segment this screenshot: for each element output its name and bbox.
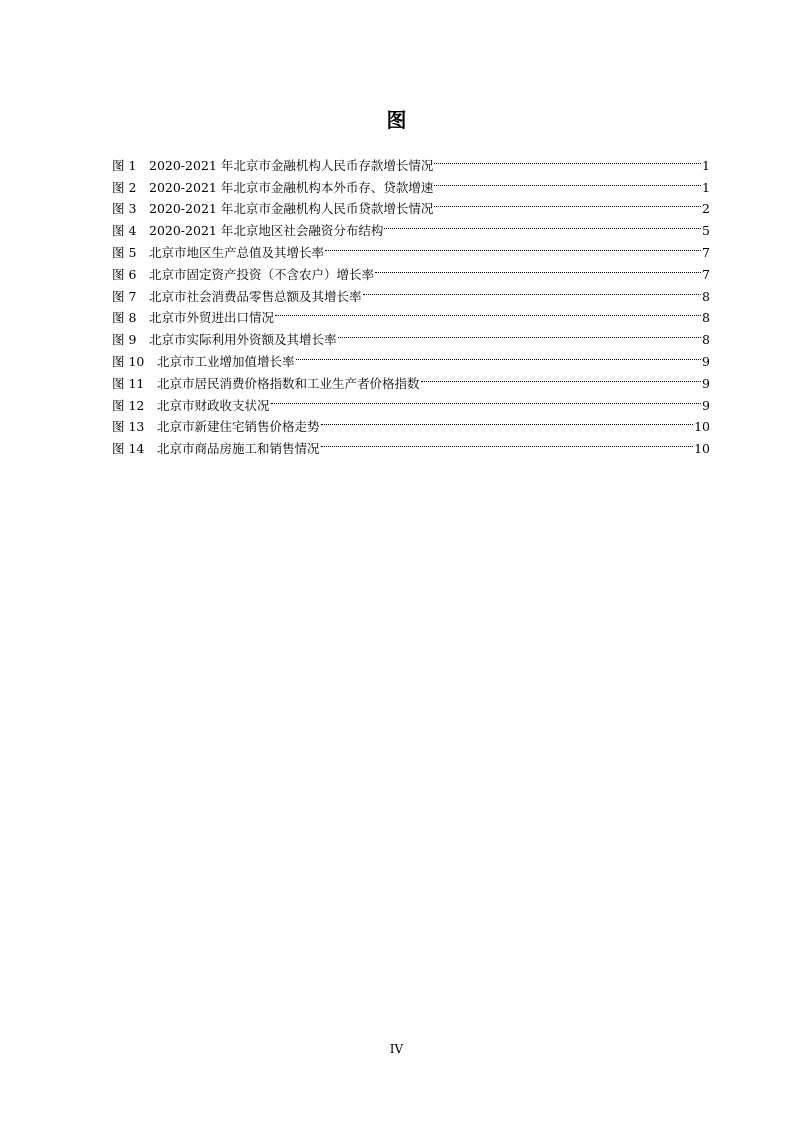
toc-entry-title: 北京市工业增加值增长率	[157, 353, 295, 369]
toc-entry-label: 图 12	[112, 397, 145, 413]
toc-entry-title: 北京市新建住宅销售价格走势	[157, 419, 320, 435]
toc-entry[interactable]	[112, 148, 710, 173]
toc-entry-label: 图 13	[112, 419, 145, 435]
toc-entry-title: 北京市居民消费价格指数和工业生产者价格指数	[157, 375, 420, 391]
toc-leader-dots	[434, 192, 701, 214]
toc-entry-page: 8	[702, 288, 710, 304]
toc-entry-page: 10	[694, 441, 710, 457]
toc-entry-page: 10	[694, 419, 710, 435]
toc-entry-label: 图 14	[112, 441, 145, 457]
toc-leader-dots	[275, 301, 701, 323]
toc-leader-dots	[363, 279, 702, 301]
toc-entry-page: 9	[702, 397, 710, 413]
toc-entry-title: 2020-2021 年北京地区社会融资分布结构	[149, 223, 384, 239]
toc-leader-dots	[384, 213, 701, 235]
toc-leader-dots	[434, 170, 701, 192]
toc-entry-title: 2020-2021 年北京市金融机构本外币存、贷款增速	[149, 179, 434, 195]
toc-entry-label: 图 1	[112, 157, 137, 173]
toc-entry-page: 1	[702, 179, 710, 195]
toc-entry-title: 北京市固定资产投资（不含农户）增长率	[149, 266, 375, 282]
toc-entry-label: 图 8	[112, 310, 137, 326]
toc-leader-dots	[375, 257, 701, 279]
page-number: IV	[389, 1042, 404, 1056]
toc-entry-label: 图 3	[112, 201, 137, 217]
toc-entry-page: 8	[702, 332, 710, 348]
toc-leader-dots	[321, 431, 694, 453]
toc-entry-title: 2020-2021 年北京市金融机构人民币贷款增长情况	[149, 201, 434, 217]
toc-entry-page: 2	[702, 201, 710, 217]
toc-leader-dots	[421, 366, 702, 388]
toc-leader-dots	[325, 235, 701, 257]
toc-entry-label: 图 10	[112, 353, 145, 369]
figure-list	[112, 148, 710, 457]
toc-entry-title: 北京市商品房施工和销售情况	[157, 441, 320, 457]
toc-entry-label: 图 6	[112, 266, 137, 282]
toc-entry-title: 2020-2021 年北京市金融机构人民币存款增长情况	[149, 157, 434, 173]
toc-entry-title: 北京市财政收支状况	[157, 397, 270, 413]
toc-entry-page: 9	[702, 353, 710, 369]
toc-entry-title: 北京市外贸进出口情况	[149, 310, 275, 326]
toc-entry-label: 图 7	[112, 288, 137, 304]
toc-leader-dots	[271, 388, 702, 410]
toc-entry-page: 1	[702, 157, 710, 173]
toc-entry-page: 7	[702, 244, 710, 260]
toc-leader-dots	[434, 148, 701, 170]
toc-leader-dots	[296, 344, 702, 366]
toc-entry-title: 北京市实际利用外资额及其增长率	[149, 332, 337, 348]
toc-entry-label: 图 11	[112, 375, 145, 391]
toc-entry-page: 7	[702, 266, 710, 282]
toc-entry-label: 图 4	[112, 223, 137, 239]
toc-leader-dots	[321, 410, 694, 432]
toc-entry-label: 图 5	[112, 244, 137, 260]
toc-leader-dots	[338, 322, 702, 344]
toc-entry-label: 图 2	[112, 179, 137, 195]
toc-entry-label: 图 9	[112, 332, 137, 348]
toc-entry-page: 5	[702, 223, 710, 239]
toc-entry-title: 北京市社会消费品零售总额及其增长率	[149, 288, 362, 304]
toc-entry-title: 北京市地区生产总值及其增长率	[149, 244, 325, 260]
toc-entry-page: 8	[702, 310, 710, 326]
page-title: 图	[386, 108, 407, 132]
toc-entry-page: 9	[702, 375, 710, 391]
